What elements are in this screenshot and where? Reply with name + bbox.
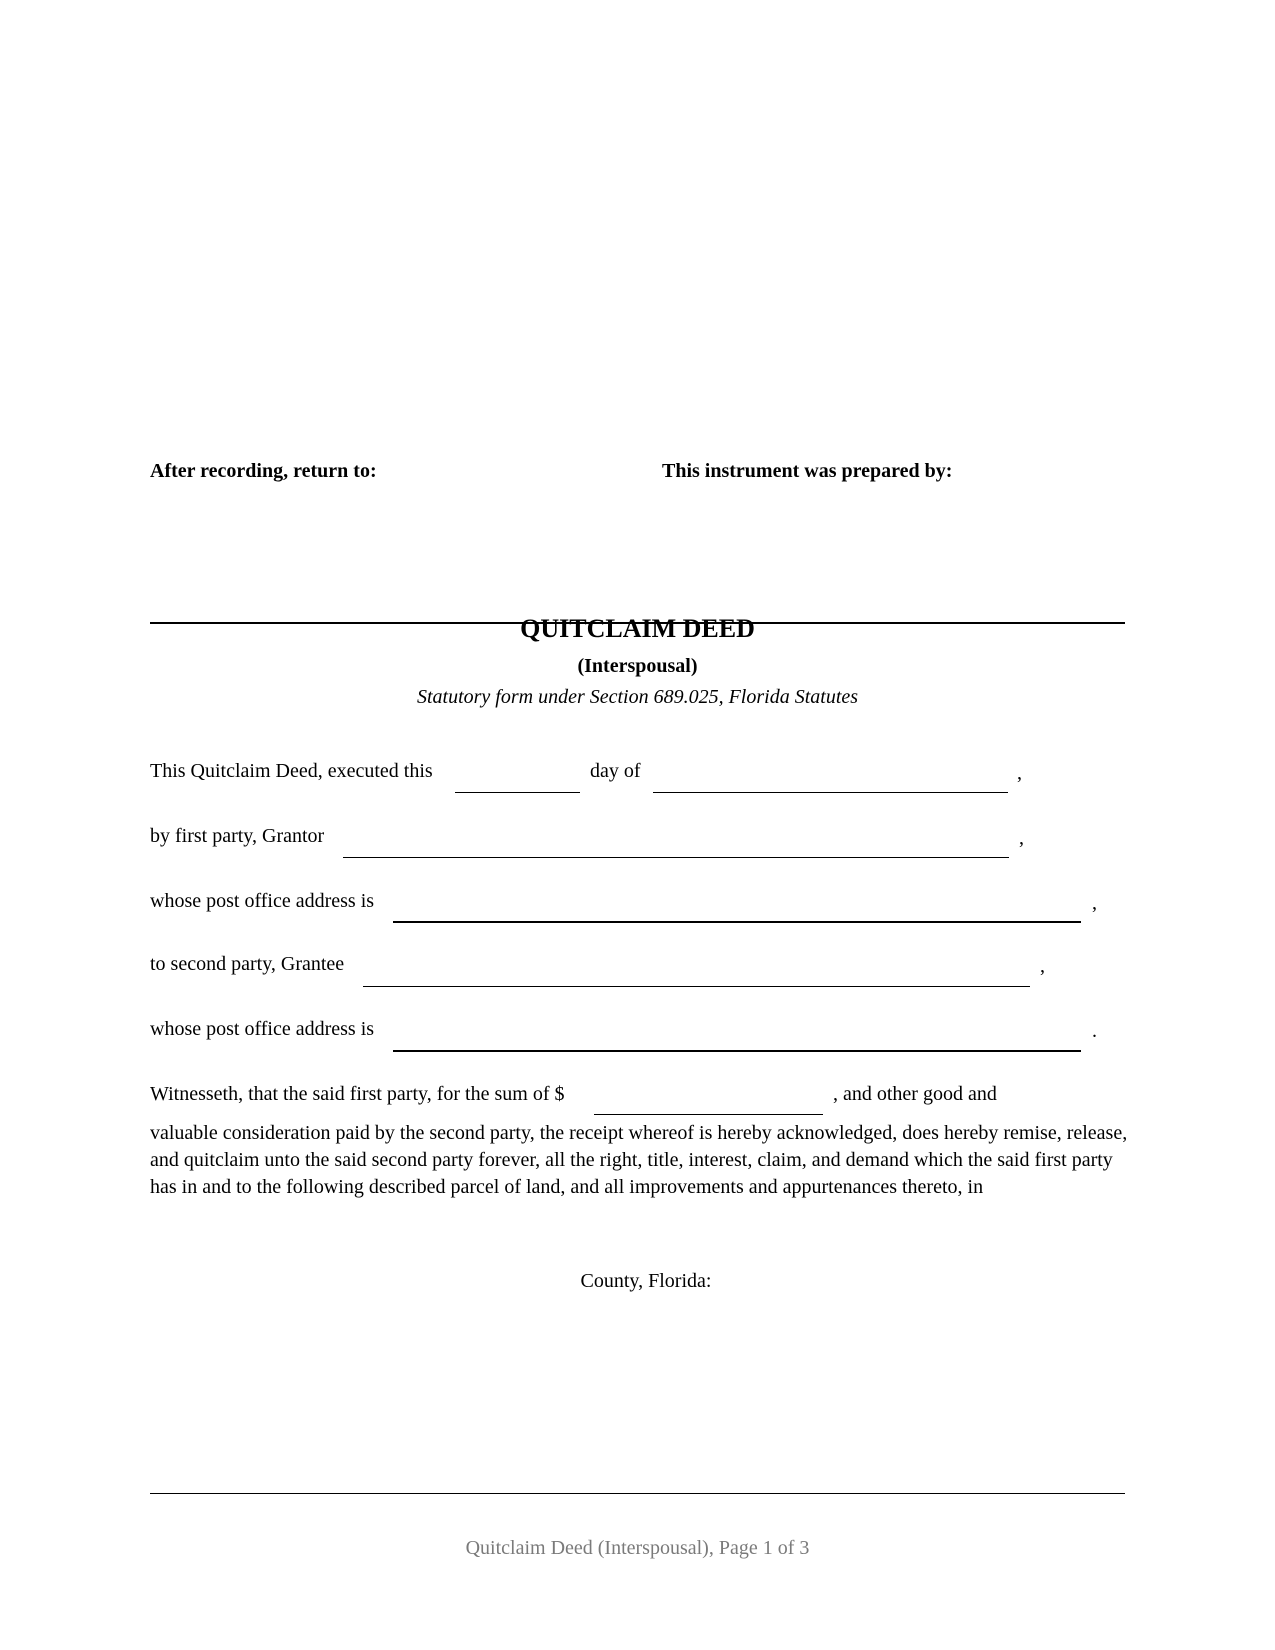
grantee-field[interactable]: [363, 986, 1030, 987]
comma-3: ,: [1092, 892, 1097, 914]
comma-1: ,: [1017, 762, 1022, 784]
grantor-address-label: whose post office address is: [150, 890, 375, 912]
month-year-field[interactable]: [653, 792, 1008, 793]
grantor-label: by first party, Grantor: [150, 825, 325, 847]
document-title: QUITCLAIM DEED: [520, 614, 755, 643]
statute-reference: Statutory form under Section 689.025, Florida Statutes: [416, 686, 859, 708]
grantor-field[interactable]: [343, 857, 1009, 858]
day-field[interactable]: [455, 792, 580, 793]
conveyance-paragraph: valuable consideration paid by the second party, the receipt whereof is hereby acknowledged, does hereby remise, release, and quitclaim unto the said second party forever, all the right, title, interest, claim, and demand which the said first party has in and to the following described parcel of land, and all improvements and appurtenances thereto, in: [150, 1122, 1128, 1198]
comma-2: ,: [1019, 827, 1024, 849]
day-of-label: day of: [590, 760, 641, 782]
period-5: .: [1092, 1020, 1097, 1042]
prepared-by-label: This instrument was prepared by:: [662, 460, 953, 482]
county-label: County, Florida:: [580, 1270, 712, 1292]
grantor-address-field[interactable]: [393, 921, 1081, 923]
sum-after-label: , and other good and: [833, 1083, 997, 1105]
page-footer: Quitclaim Deed (Interspousal), Page 1 of 3: [465, 1537, 810, 1559]
executed-label: This Quitclaim Deed, executed this: [150, 760, 433, 782]
grantee-address-field[interactable]: [393, 1050, 1081, 1052]
grantee-label: to second party, Grantee: [150, 953, 345, 975]
return-to-label: After recording, return to:: [150, 460, 377, 482]
footer-rule: [150, 1493, 1125, 1494]
sum-label: Witnesseth, that the said first party, for the sum of $: [150, 1083, 565, 1105]
document-subtitle: (Interspousal): [577, 655, 698, 677]
sum-field[interactable]: [594, 1114, 823, 1115]
comma-4: ,: [1040, 955, 1045, 977]
grantee-address-label: whose post office address is: [150, 1018, 375, 1040]
